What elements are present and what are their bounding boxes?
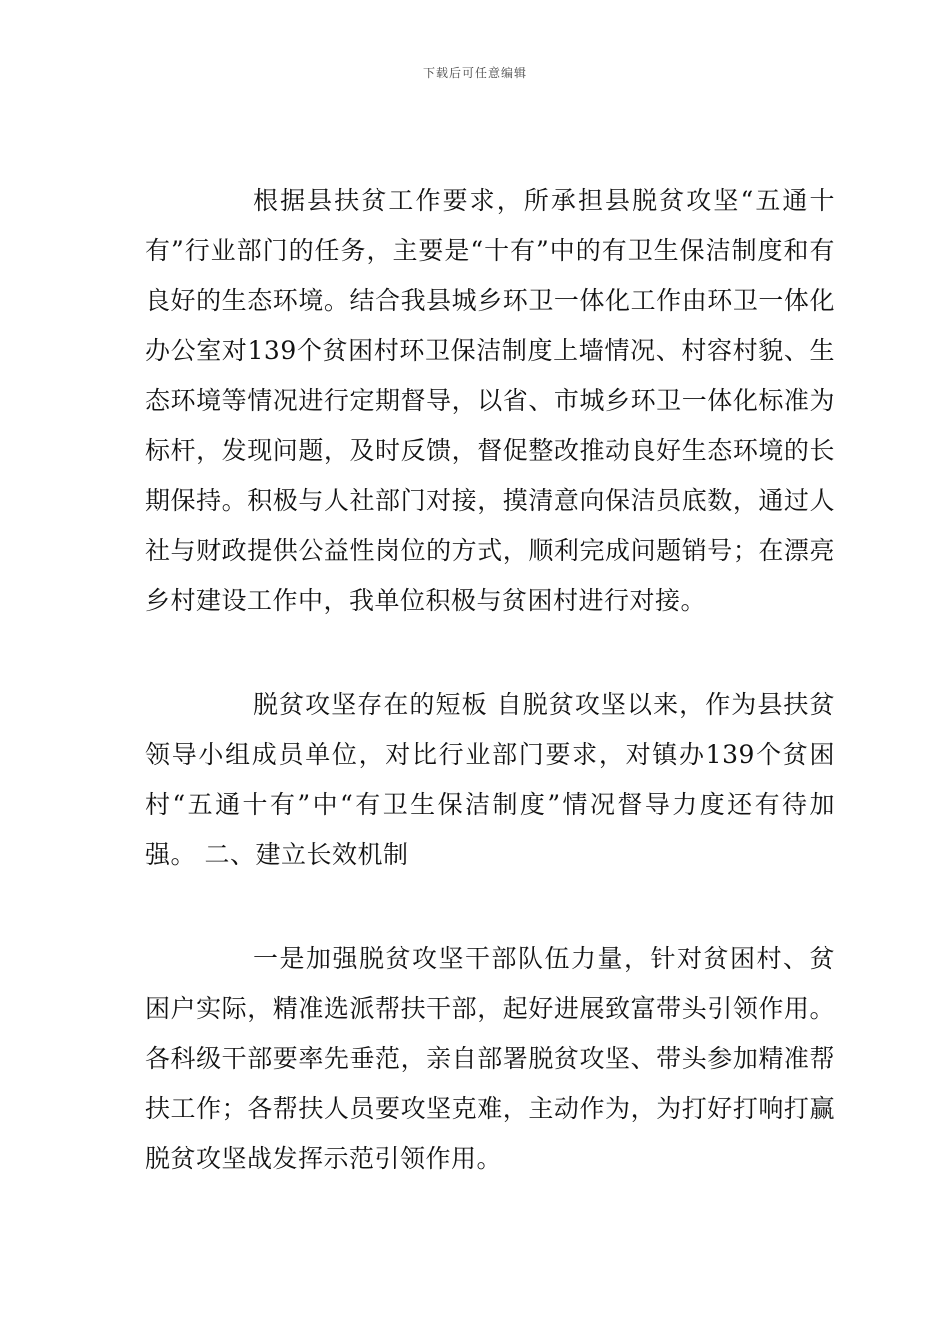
page-header: 下载后可任意编辑	[422, 66, 527, 80]
paragraph-1: 根据县扶贫工作要求，所承担县脱贫攻坚“五通十有”行业部门的任务，主要是“十有”中的有卫生保洁制度和有良好的生态环境。结合我县城乡环卫一体化工作由环卫一体化办公室对139个贫困村环卫保洁制度上墙情况、村容村貌、生态环境等情况进行定期督导，以省、市城乡环卫一体化标准为标杆，发现问题，及时反馈，督促整改推动良好生态环境的长期保持。积极与人社部门对接，摸清意向保洁员底数，通过人社与财政提供公益性岗位的方式，顺利完成问题销号；在漂亮乡村建设工作中，我单位积极与贫困村进行对接。	[145, 186, 835, 615]
paragraph-2: 脱贫攻坚存在的短板 自脱贫攻坚以来，作为县扶贫领导小组成员单位，对比行业部门要求，对镇办139个贫困村“五通十有”中“有卫生保洁制度”情况督导力度还有待加强。 二、建立长效机制	[145, 690, 835, 869]
document-body	[145, 176, 835, 1238]
paragraph-3: 一是加强脱贫攻坚干部队伍力量，针对贫困村、贫困户实际，精准选派帮扶干部，起好进展致富带头引领作用。各科级干部要率先垂范，亲自部署脱贫攻坚、带头参加精准帮扶工作；各帮扶人员要攻坚克难，主动作为，为打好打响打赢脱贫攻坚战发挥示范引领作用。	[145, 944, 835, 1173]
